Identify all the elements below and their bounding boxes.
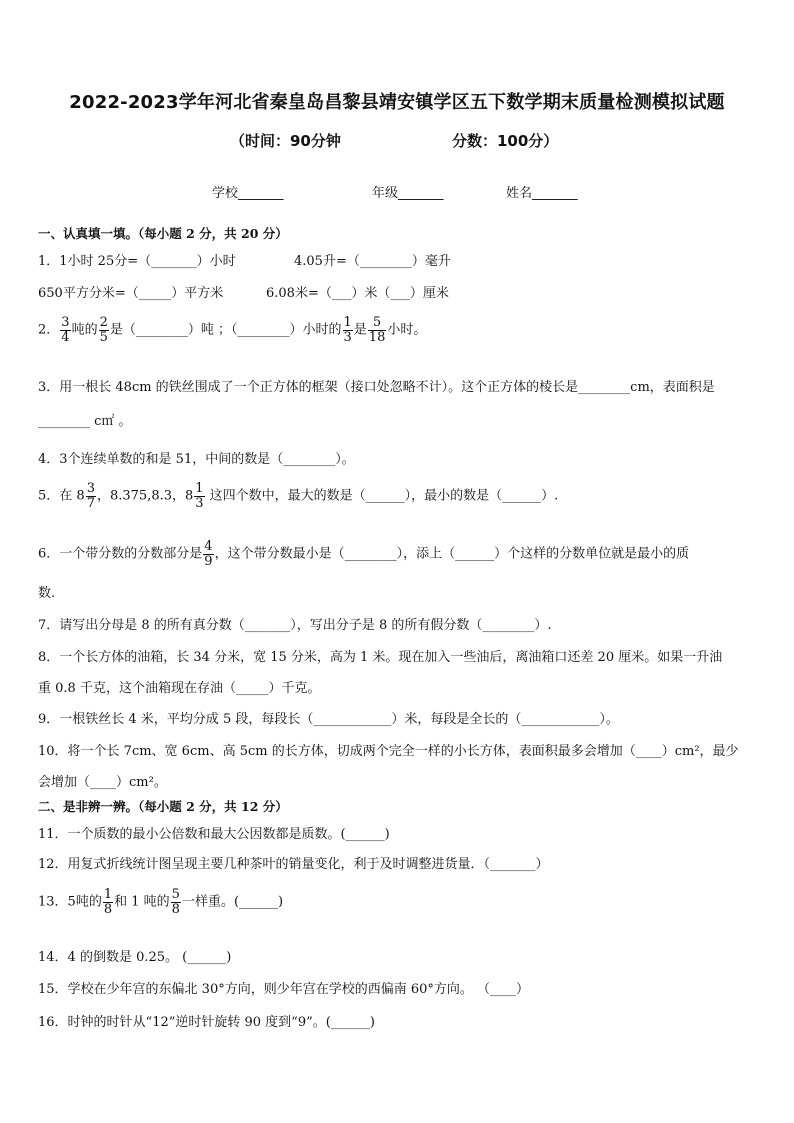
question-2: 2． $\frac{3}{4}$ 吨的 $\frac{2}{5}$ 是（________）吨 ；（________）小时的 $\frac{1}{3}$ 是 $\frac{5}{18}$ 小时。 — [38, 315, 427, 345]
question-10b: 会增加（____）cm²。 — [38, 775, 167, 790]
question-5: 5．在 8 $\frac{3}{7}$ ，8.375,8.3，8 $\frac{1}{3}$ 这四个数中，最大的数是（______），最小的数是（______）. — [38, 481, 559, 511]
question-1a: 1．1小时 25分=（_______）小时 — [38, 254, 236, 269]
section-1-heading: 一、认真填一填。（每小题 2 分，共 20 分） — [38, 226, 288, 241]
fraction: $\frac{1}{8}$ — [103, 887, 113, 917]
question-6: 6．一个带分数的分数部分是 $\frac{4}{9}$ ，这个带分数最小是（________），添上（______）个这样的分数单位就是最小的质 — [38, 539, 690, 569]
fraction: $\frac{2}{5}$ — [99, 315, 108, 345]
fraction: $\frac{1}{3}$ — [343, 315, 352, 345]
school-field[interactable]: 学校_______ — [212, 186, 284, 201]
name-field[interactable]: 姓名_______ — [506, 186, 578, 201]
question-8a: 8．一个长方体的油箱，长 34 分米，宽 15 分米，高为 1 米。现在加入一些油后，离油箱口还差 20 厘米。如果一升油 — [38, 650, 723, 665]
question-1b: 4.05升=（________）毫升 — [294, 254, 451, 269]
exam-time: （时间：90分钟 — [230, 132, 341, 150]
section-2-heading: 二、是非辨一辨。（每小题 2 分，共 12 分） — [38, 799, 288, 814]
question-16: 16．时钟的时针从“12”逆时针旋转 90 度到“9”。(______) — [38, 1015, 375, 1030]
question-1d: 6.08米=（___）米（___）厘米 — [266, 286, 449, 301]
question-14: 14．4 的倒数是 0.25。 (______) — [38, 950, 232, 965]
question-13: 13．5吨的 $\frac{1}{8}$ 和 1 吨的 $\frac{5}{8}$ 一样重。(______) — [38, 887, 284, 917]
question-3a: 3．用一根长 48cm 的铁丝围成了一个正方体的框架（接口处忽略不计）。这个正方体的棱长是________cm，表面积是 — [38, 380, 715, 395]
fraction: $\frac{3}{7}$ — [86, 481, 95, 511]
fraction: $\frac{5}{18}$ — [368, 315, 386, 345]
exam-score: 分数：100分） — [452, 132, 559, 150]
question-10a: 10．将一个长 7cm、宽 6cm、高 5cm 的长方体，切成两个完全一样的小长方体，表面积最多会增加（____）cm²，最少 — [38, 744, 739, 759]
question-15: 15．学校在少年宫的东偏北 30°方向，则少年宫在学校的西偏南 60°方向。 （____） — [38, 982, 530, 997]
grade-field[interactable]: 年级_______ — [372, 186, 444, 201]
question-7: 7．请写出分母是 8 的所有真分数（_______），写出分子是 8 的所有假分数（________）. — [38, 618, 552, 633]
question-8b: 重 0.8 千克，这个油箱现在存油（_____）千克。 — [38, 681, 321, 696]
fraction: $\frac{3}{4}$ — [61, 315, 70, 345]
fraction: $\frac{5}{8}$ — [171, 887, 180, 917]
question-4: 4．3个连续单数的和是 51，中间的数是（________）。 — [38, 452, 355, 467]
question-6b: 数. — [38, 586, 56, 601]
question-11: 11．一个质数的最小公倍数和最大公因数都是质数。(______) — [38, 827, 390, 842]
fraction: $\frac{1}{3}$ — [195, 481, 204, 511]
question-9: 9．一根铁丝长 4 米，平均分成 5 段，每段长（____________）米，每段是全长的（____________）。 — [38, 712, 619, 727]
page-title: 2022-2023学年河北省秦皇岛昌黎县靖安镇学区五下数学期末质量检测模拟试题 — [69, 92, 725, 113]
fraction: $\frac{4}{9}$ — [204, 539, 213, 569]
question-1c: 650平方分米=（_____）平方米 — [38, 286, 224, 301]
question-12: 12．用复式折线统计图呈现主要几种茶叶的销量变化，利于及时调整进货量．（_______） — [38, 857, 549, 872]
question-3b: ________ c㎡ 。 — [38, 414, 132, 429]
